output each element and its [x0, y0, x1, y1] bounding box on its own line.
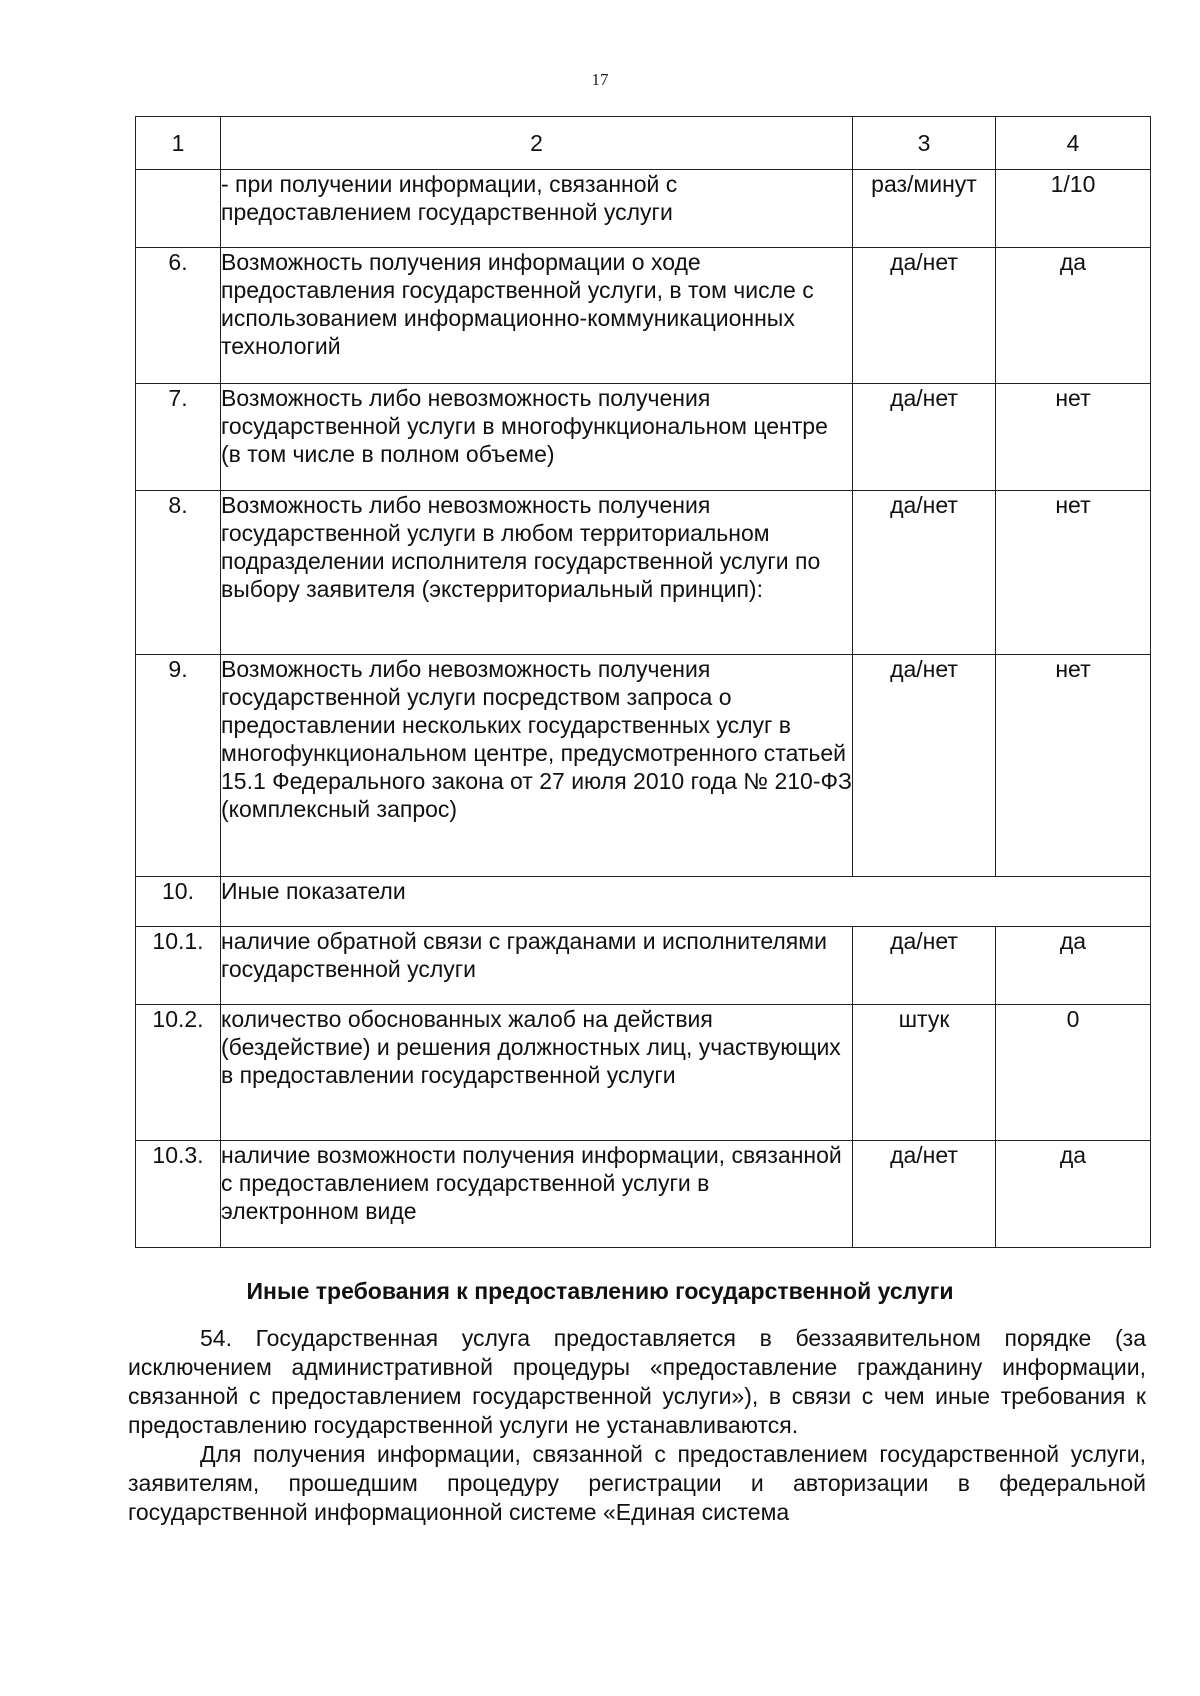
- row-number: 9.: [136, 655, 221, 877]
- row-unit: да/нет: [853, 248, 996, 384]
- row-number: 8.: [136, 491, 221, 655]
- table-row: [136, 877, 1151, 927]
- table-row: [136, 384, 1151, 491]
- row-unit: раз/минут: [853, 170, 996, 248]
- row-value: да: [996, 927, 1151, 1005]
- table-row: [136, 491, 1151, 655]
- row-unit: да/нет: [853, 491, 996, 655]
- row-unit: да/нет: [853, 655, 996, 877]
- table-row: [136, 1141, 1151, 1248]
- row-indicator-text: Возможность либо невозможность получения государственной услуги в любом территориальном подразделении исполнителя государственной услуги по выбору заявителя (экстерриториальный принцип):: [221, 491, 853, 655]
- row-indicator-text: наличие обратной связи с гражданами и исполнителями государственной услуги: [221, 927, 853, 1005]
- row-unit: да/нет: [853, 1141, 996, 1248]
- table-row: [136, 655, 1151, 877]
- row-value: 1/10: [996, 170, 1151, 248]
- row-number: 10.: [136, 877, 221, 927]
- paragraph: 54. Государственная услуга предоставляется в беззаявительном порядке (за исключением административной процедуры «предоставление гражданину информации, связанной с предоставлением государственной услуги»), в связи с чем иные требования к предоставлению государственной услуги не устанавливаются.: [128, 1325, 1146, 1438]
- row-number: [136, 170, 221, 248]
- table-row: [136, 1005, 1151, 1141]
- paragraph: Для получения информации, связанной с предоставлением государственной услуги, заявителям, прошедшим процедуру регистрации и авторизации в федеральной государственной информационной системе «Единая система: [128, 1441, 1146, 1525]
- column-header: 3: [853, 117, 996, 170]
- row-number: 7.: [136, 384, 221, 491]
- table-header-row: [136, 117, 1151, 170]
- row-value: 0: [996, 1005, 1151, 1141]
- table-row: [136, 248, 1151, 384]
- row-indicator-text: Иные показатели: [221, 877, 1151, 927]
- row-value: нет: [996, 655, 1151, 877]
- row-unit: штук: [853, 1005, 996, 1141]
- row-unit: да/нет: [853, 384, 996, 491]
- row-number: 10.3.: [136, 1141, 221, 1248]
- indicators-table: [135, 116, 1151, 1248]
- row-unit: да/нет: [853, 927, 996, 1005]
- row-number: 6.: [136, 248, 221, 384]
- table-row: [136, 170, 1151, 248]
- row-indicator-text: Возможность либо невозможность получения государственной услуги посредством запроса о предоставлении нескольких государственных услуг в многофункциональном центре, предусмотренного статьей 15.1 Федерального закона от 27 июля 2010 года № 210-ФЗ (комплексный запрос): [221, 655, 853, 877]
- row-indicator-text: - при получении информации, связанной с предоставлением государственной услуги: [221, 170, 853, 248]
- row-indicator-text: Возможность получения информации о ходе предоставления государственной услуги, в том числе с использованием информационно-коммуникационных технологий: [221, 248, 853, 384]
- row-number: 10.1.: [136, 927, 221, 1005]
- row-indicator-text: количество обоснованных жалоб на действия (бездействие) и решения должностных лиц, участвующих в предоставлении государственной услуги: [221, 1005, 853, 1141]
- column-header: 1: [136, 117, 221, 170]
- table-row: [136, 927, 1151, 1005]
- row-value: да: [996, 1141, 1151, 1248]
- column-header: 2: [221, 117, 853, 170]
- row-value: нет: [996, 491, 1151, 655]
- section-heading: Иные требования к предоставлению государственной услуги: [246, 1278, 954, 1304]
- row-number: 10.2.: [136, 1005, 221, 1141]
- row-indicator-text: Возможность либо невозможность получения государственной услуги в многофункциональном центре (в том числе в полном объеме): [221, 384, 853, 491]
- page-number: 17: [591, 70, 609, 89]
- body-text: [128, 1324, 1146, 1527]
- column-header: 4: [996, 117, 1151, 170]
- row-indicator-text: наличие возможности получения информации, связанной с предоставлением государственной услуги в электронном виде: [221, 1141, 853, 1248]
- row-value: нет: [996, 384, 1151, 491]
- row-value: да: [996, 248, 1151, 384]
